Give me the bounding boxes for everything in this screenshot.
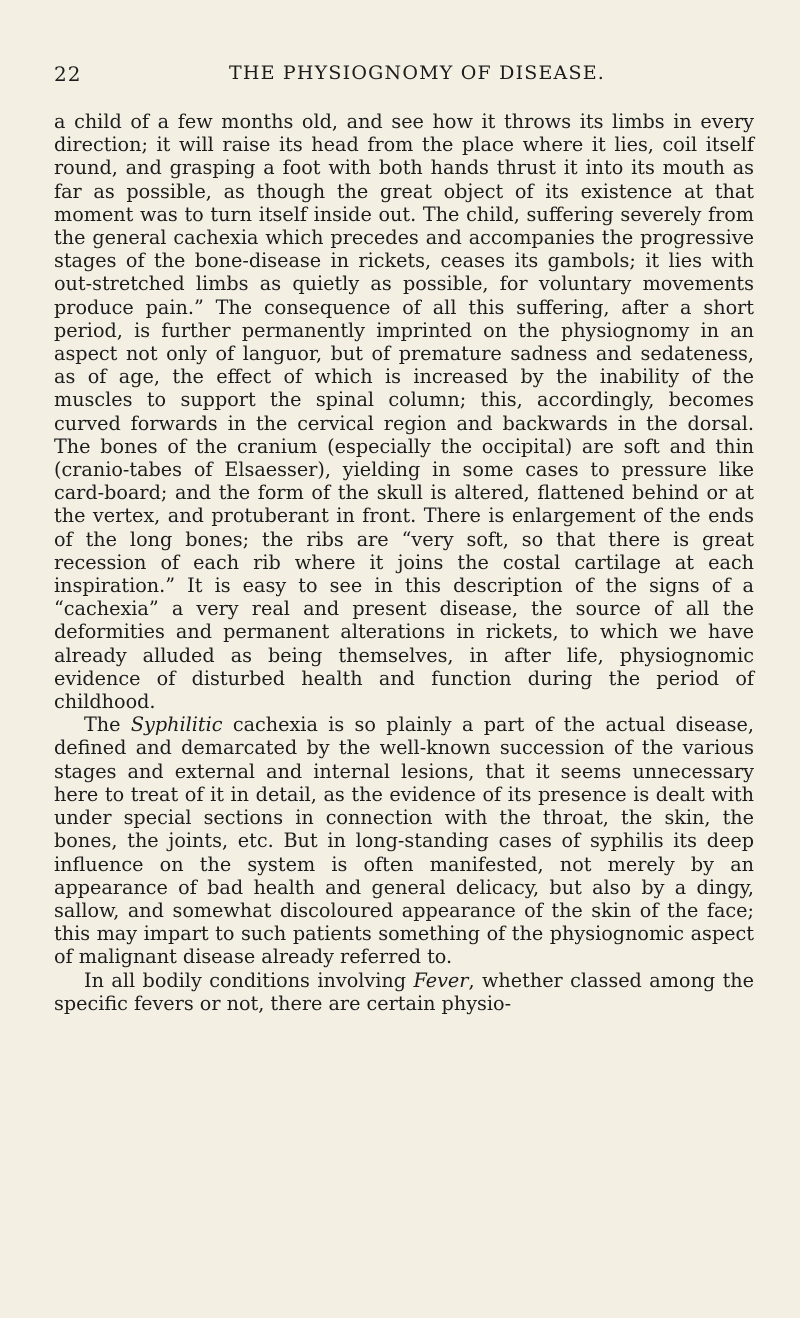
running-title: THE PHYSIOGNOMY OF DISEASE. <box>228 62 606 84</box>
paragraph-text: In all bodily conditions involving <box>84 968 414 992</box>
paragraph-text: cachexia is so plainly a part of the actual disease, defined and demarcated by the well-known succession of the various stages and external and internal lesions, that it seems unnecessary here to treat of it in detail, as the evidence of its presence is dealt with under special sections in connection with the throat, the skin, the bones, the joints, etc. But in long-standing cases of syphilis its deep influence on the system is often manifested, not merely by an appearance of bad health and general delicacy, but also by a dingy, sallow, and somewhat discoloured appearance of the skin of the face; this may impart to such patients something of the physiognomic aspect of malignant disease already referred to. <box>54 713 754 969</box>
italic-term-fever: Fever <box>413 968 469 992</box>
paragraph-text: , whether classed among the specific fevers or not, there are certain physio- <box>54 968 754 1015</box>
page-number: 22 <box>54 62 82 86</box>
italic-term-syphilitic: Syphilitic <box>130 713 223 737</box>
body-text <box>54 110 754 1015</box>
paragraph-text: The <box>84 713 131 737</box>
paragraph-fever <box>54 969 754 1015</box>
paragraph-text: a child of a few months old, and see how it throws its limbs in every direction; it will raise its head from the place where it lies, coil itself round, and grasping a foot with both hands thrust it into its mouth as far as possible, as though the great object of its existence at that moment was to turn itself inside out. The child, suffering severely from the general cachexia which precedes and accompanies the progressive stages of the bone-disease in rickets, ceases its gambols; it lies with out-stretched limbs as quietly as possible, for voluntary movements produce pain.” The consequence of all this suffering, after a short period, is further permanently imprinted on the physiognomy in an aspect not only of languor, but of premature sadness and sedateness, as of age, the effect of which is increased by the inability of the muscles to support the spinal column; this, accordingly, becomes curved forwards in the cervical region and backwards in the dorsal. The bones of the cranium (especially the occipital) are soft and thin (cranio-tabes of Elsaesser), yielding in some cases to pressure like card-board; and the form of the skull is altered, flattened behind or at the vertex, and protuberant in front. There is enlargement of the ends of the long bones; the ribs are “very soft, so that there is great recession of each rib where it joins the costal cartilage at each inspiration.” It is easy to see in this description of the signs of a “cachexia” a very real and present disease, the source of all the deformities and permanent alterations in rickets, to which we have already alluded as being themselves, in after life, physiognomic evidence of disturbed health and function during the period of childhood. <box>54 110 754 714</box>
paragraph-syphilitic-cachexia <box>54 713 754 968</box>
page-header <box>54 62 754 88</box>
paragraph-rickets-continued <box>54 110 754 713</box>
